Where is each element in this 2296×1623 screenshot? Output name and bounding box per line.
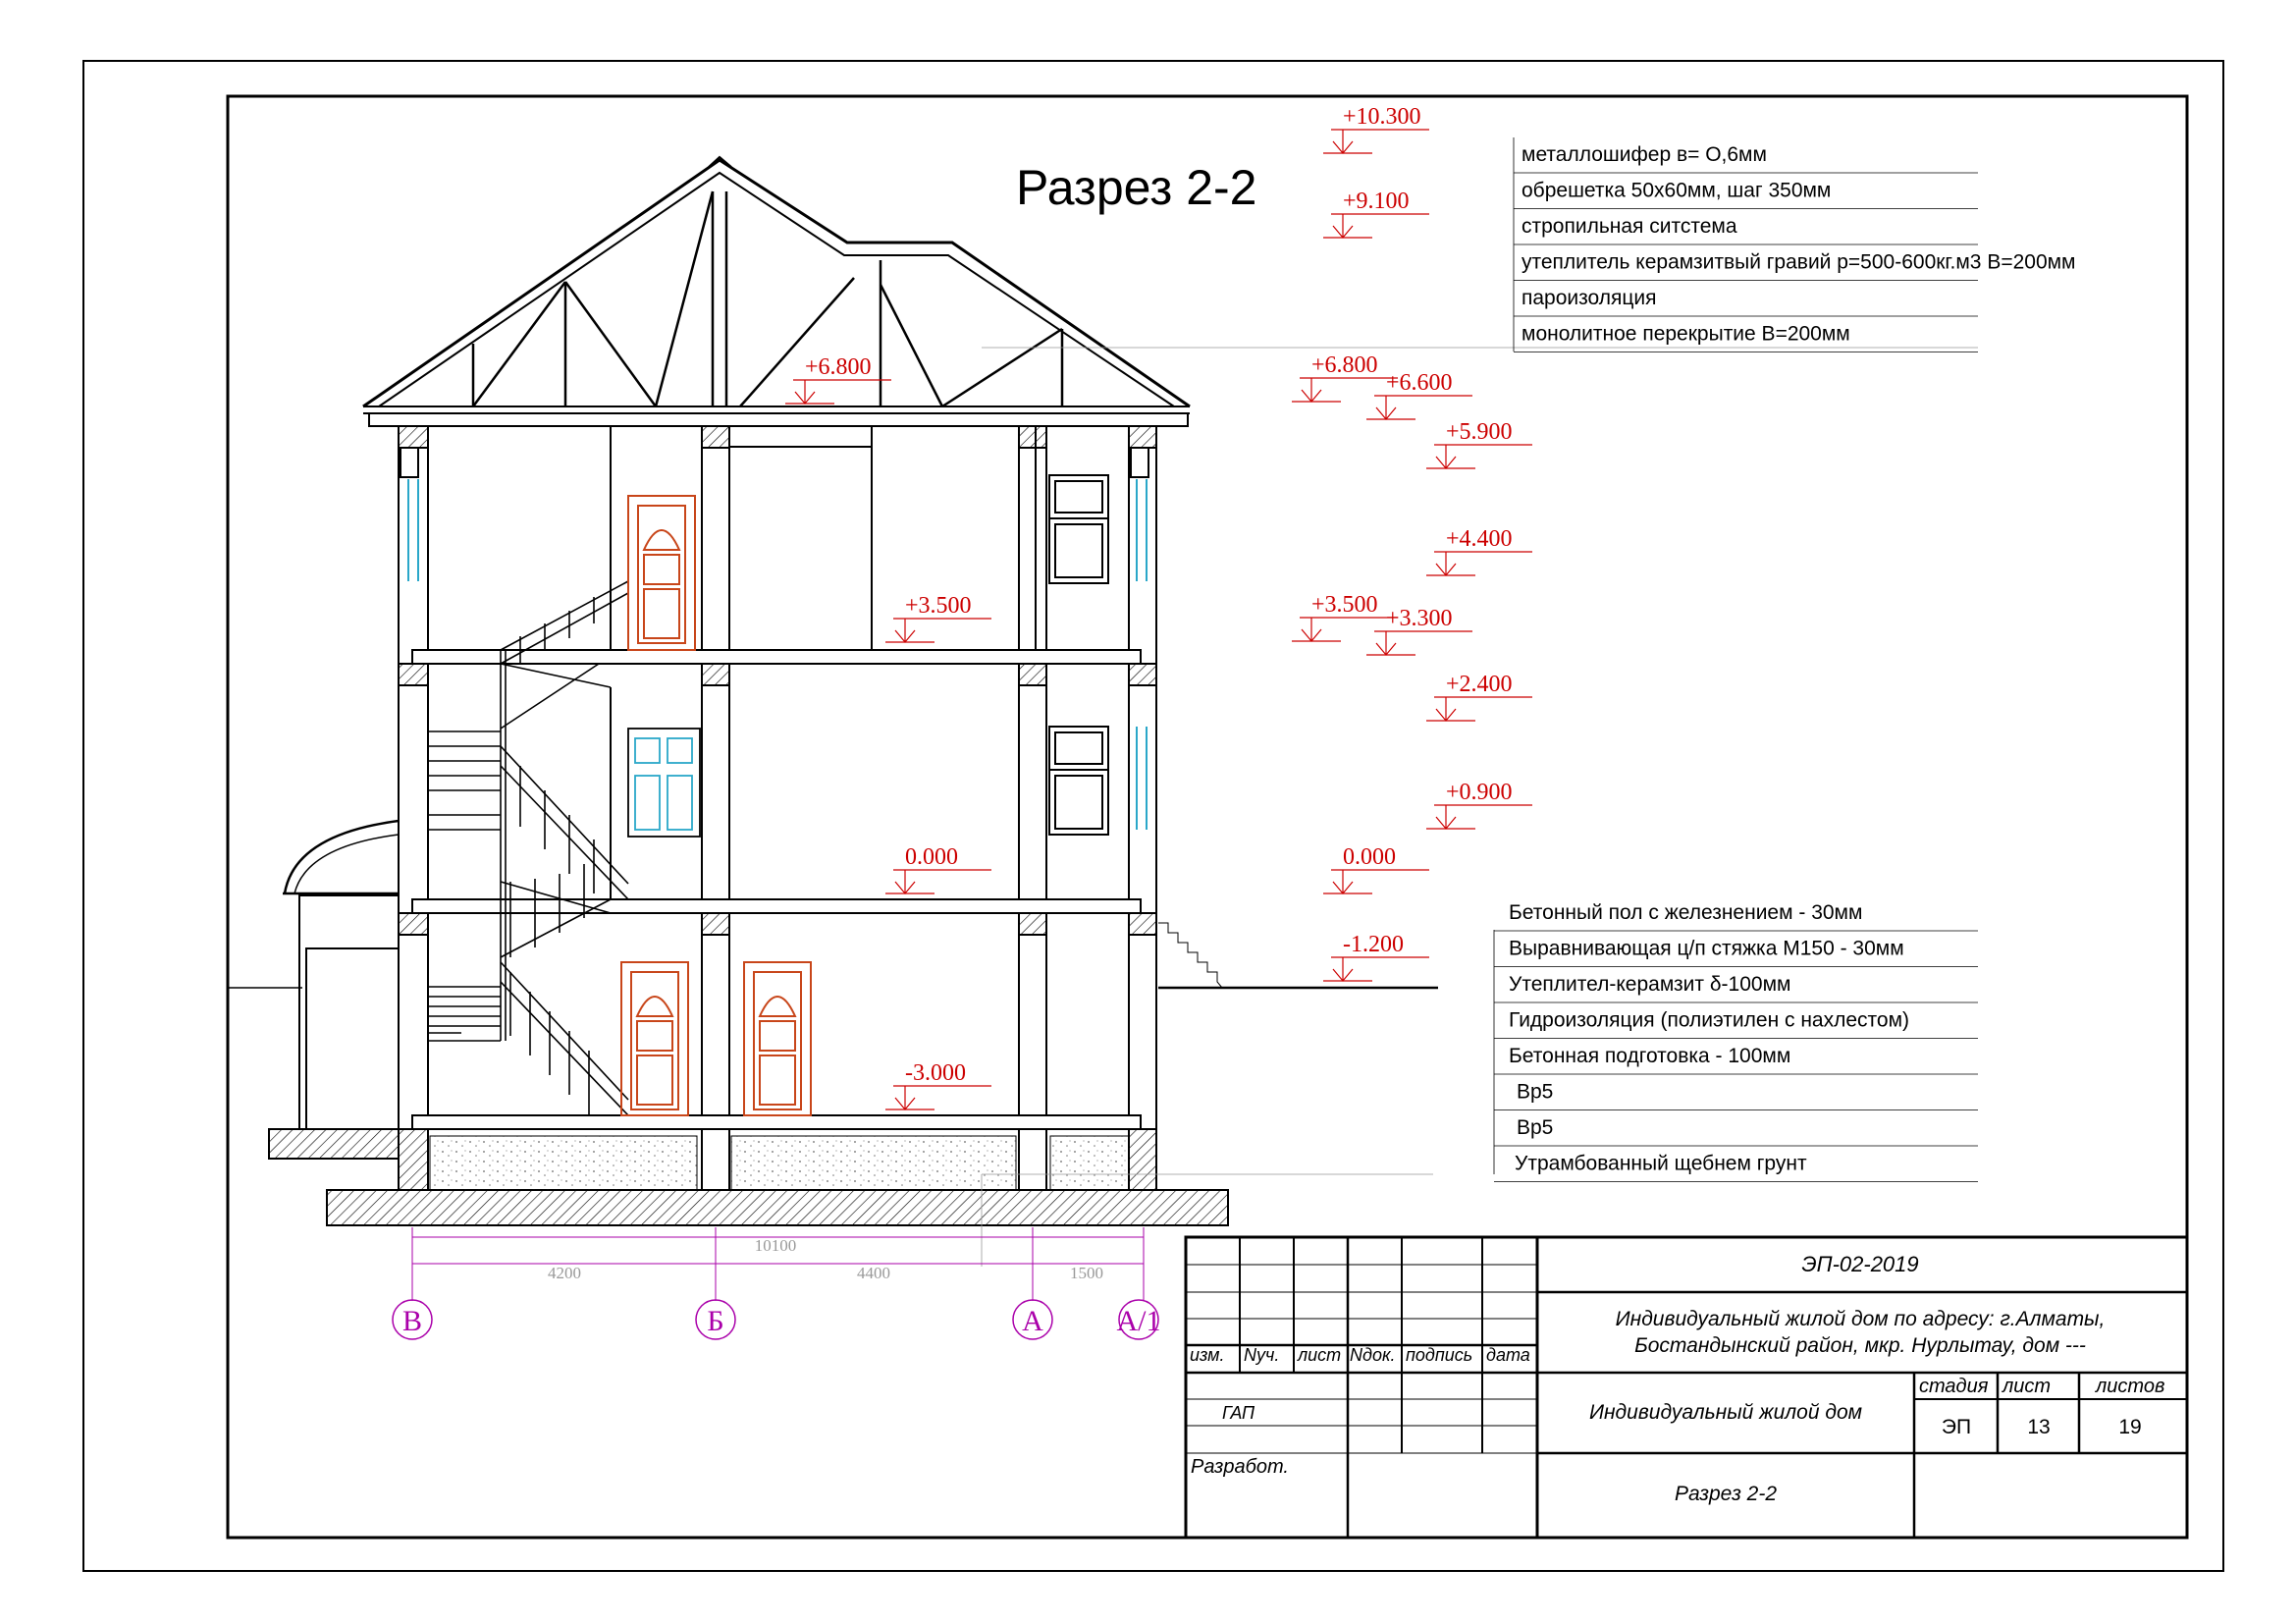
roof-layer-3: утеплитель керамзитвый гравий p=500-600кг.м3 B=200мм <box>1522 250 2076 274</box>
level-mark-inside-2 <box>885 844 991 893</box>
header-ndok: Nдок. <box>1350 1345 1396 1365</box>
roof-layer-0: металлошифер в= О,6мм <box>1522 143 1767 166</box>
level-mark-right-0 <box>1323 104 1429 153</box>
project-code: ЭП-02-2019 <box>1801 1252 1919 1276</box>
level-mark-right-4 <box>1426 419 1532 468</box>
level-mark-right-7 <box>1366 606 1472 655</box>
header-izm: изм. <box>1190 1345 1225 1365</box>
level-marks-right <box>1292 104 1532 981</box>
roof-layer-2: стропильная ситстема <box>1522 215 1737 238</box>
door-basement-1 <box>621 962 688 1115</box>
level-mark-right-5-label: +4.400 <box>1446 526 1513 552</box>
level-mark-inside-1-label: +3.500 <box>905 593 972 619</box>
level-mark-right-6-label: +3.500 <box>1311 592 1378 618</box>
building-name: Индивидуальный жилой дом <box>1588 1401 1863 1424</box>
level-mark-right-1-label: +9.100 <box>1343 189 1410 214</box>
floor-layer-5: Вр5 <box>1517 1080 1554 1104</box>
axis-label-a1: А/1 <box>1116 1305 1161 1337</box>
level-mark-inside-1 <box>885 593 991 642</box>
level-mark-right-11-label: -1.200 <box>1343 932 1404 957</box>
level-mark-right-7-label: +3.300 <box>1386 606 1453 631</box>
axis-markers <box>393 1300 1158 1339</box>
level-marks-inside <box>785 354 991 1109</box>
level-mark-right-9 <box>1426 780 1532 829</box>
level-mark-inside-3 <box>885 1060 991 1109</box>
floor-layer-list <box>1494 901 1978 1182</box>
dimension-span-2: 4400 <box>857 1264 890 1282</box>
roof-layer-4: пароизоляция <box>1522 287 1657 309</box>
level-mark-right-5 <box>1426 526 1532 575</box>
floor-layer-6: Вр5 <box>1517 1116 1554 1139</box>
axis-label-b: Б <box>707 1305 724 1337</box>
sheet-value: 13 <box>2027 1416 2051 1438</box>
level-mark-right-4-label: +5.900 <box>1446 419 1513 445</box>
axis-label-v: В <box>401 1305 423 1337</box>
roof-layer-list <box>1514 137 2076 352</box>
sheets-value: 19 <box>2118 1416 2142 1438</box>
address-line-2: Бостандынский район, мкр. Нурлытау, дом --- <box>1634 1334 2086 1357</box>
level-mark-right-9-label: +0.900 <box>1446 780 1513 805</box>
dimension-total: 10100 <box>754 1236 797 1255</box>
header-podpis: подпись <box>1406 1345 1473 1365</box>
level-mark-inside-2-label: 0.000 <box>905 844 958 870</box>
door-top <box>628 496 695 650</box>
axis-label-a: А <box>1022 1305 1043 1337</box>
floor-layer-7: Утрамбованный щебнем грунт <box>1515 1152 1807 1175</box>
sheets-header: листов <box>2096 1376 2165 1397</box>
level-mark-inside-0 <box>785 354 891 404</box>
level-mark-inside-0-label: +6.800 <box>805 354 872 380</box>
level-mark-right-8-label: +2.400 <box>1446 672 1513 697</box>
level-mark-right-10-label: 0.000 <box>1343 844 1396 870</box>
level-mark-right-2 <box>1292 352 1398 402</box>
header-nuch: Nуч. <box>1244 1345 1280 1365</box>
level-mark-right-8 <box>1426 672 1532 721</box>
sheet-header: лист <box>2002 1376 2052 1397</box>
roof-layer-5: монолитное перекрытие B=200мм <box>1522 322 1850 346</box>
floor-layer-1: Выравнивающая ц/п стяжка М150 - 30мм <box>1509 937 1904 960</box>
door-mid <box>628 729 700 837</box>
floor-layer-4: Бетонная подготовка - 100мм <box>1509 1045 1791 1067</box>
level-mark-right-3-label: +6.600 <box>1386 370 1453 396</box>
level-mark-right-1 <box>1323 189 1429 238</box>
dimension-span-1: 4200 <box>548 1264 581 1282</box>
level-mark-right-6 <box>1292 592 1398 641</box>
stage-value: ЭП <box>1941 1416 1972 1438</box>
header-data: дата <box>1486 1345 1530 1365</box>
address-line-1: Индивидуальный жилой дом по адресу: г.Алматы, <box>1615 1308 2106 1330</box>
level-mark-right-11 <box>1323 932 1429 981</box>
floor-layer-2: Утеплител-керамзит δ-100мм <box>1509 973 1791 996</box>
floor-layer-0: Бетонный пол с железнением - 30мм <box>1509 901 1863 924</box>
sheet-title: Разрез 2-2 <box>1674 1483 1778 1505</box>
floor-layer-3: Гидроизоляция (полиэтилен с нахлестом) <box>1509 1008 1910 1032</box>
role-razrab: Разработ. <box>1191 1456 1289 1478</box>
door-basement-2 <box>744 962 811 1115</box>
level-mark-right-0-label: +10.300 <box>1343 104 1421 130</box>
level-mark-inside-3-label: -3.000 <box>905 1060 966 1086</box>
role-gap: ГАП <box>1222 1403 1255 1423</box>
dimension-span-3: 1500 <box>1070 1264 1103 1282</box>
drawing-title: Разрез 2-2 <box>1016 160 1257 215</box>
level-mark-right-10 <box>1323 844 1429 893</box>
roof-layer-1: обрешетка 50х60мм, шаг 350мм <box>1522 179 1832 202</box>
stage-header: стадия <box>1919 1376 1989 1397</box>
header-list: лист <box>1298 1345 1342 1365</box>
level-mark-right-2-label: +6.800 <box>1311 352 1378 378</box>
